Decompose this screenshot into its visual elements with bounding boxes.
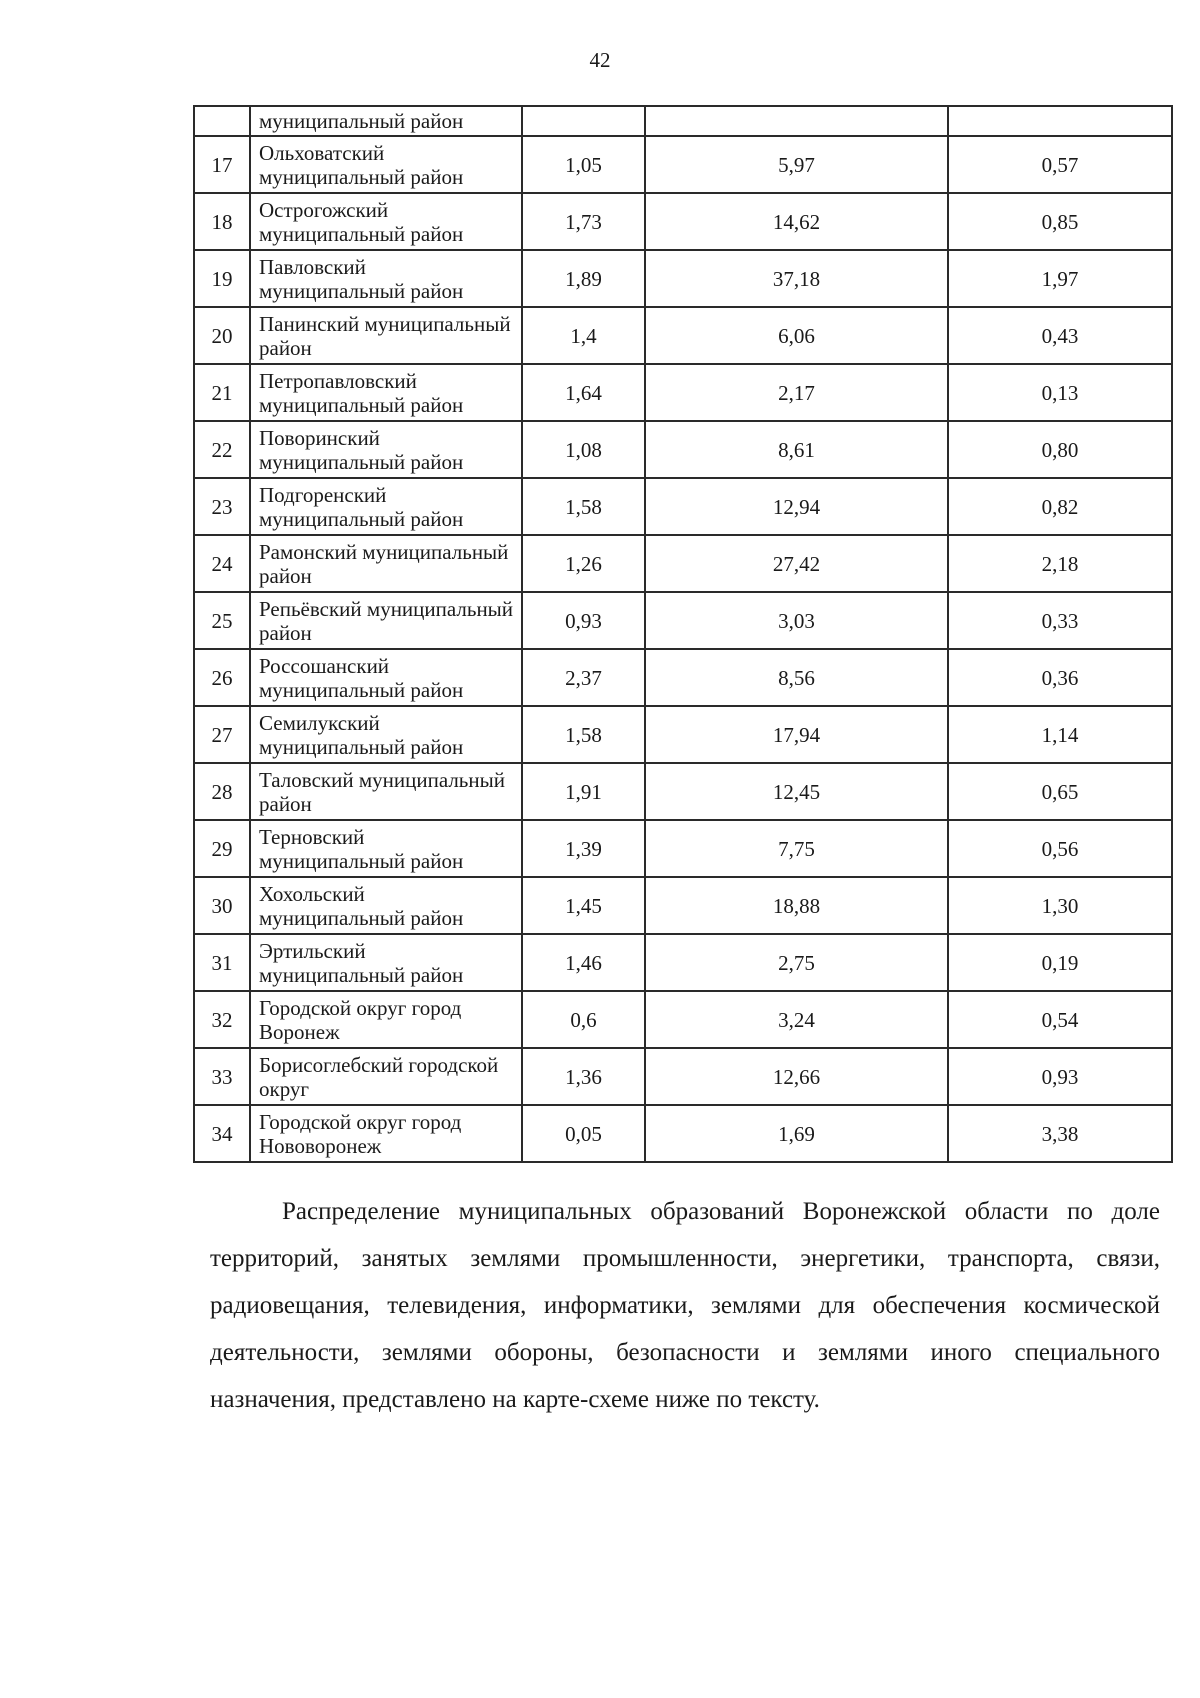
- value-col-1: 1,36: [522, 1048, 645, 1105]
- value-col-2: 12,94: [645, 478, 948, 535]
- table-row: [194, 877, 1172, 934]
- value-col-2: 2,75: [645, 934, 948, 991]
- table-row: [194, 364, 1172, 421]
- body-paragraph: Распределение муниципальных образований Воронежской области по доле территорий, занятых землями промышленности, энергетики, транспорта, связи, радиовещания, телевидения, информатики, землями для обеспечения космической деятельности, землями обороны, безопасности и землями иного специального назначения, представлено на карте-схеме ниже по тексту.: [210, 1198, 1160, 1413]
- value-col-1: 1,58: [522, 478, 645, 535]
- value-col-1: 1,91: [522, 763, 645, 820]
- value-col-3: 0,82: [948, 478, 1172, 535]
- table-row: [194, 649, 1172, 706]
- table-row: [194, 136, 1172, 193]
- row-number: 28: [194, 763, 250, 820]
- district-name: муниципальный район: [250, 106, 522, 136]
- value-col-2: 12,66: [645, 1048, 948, 1105]
- district-name: Таловский муниципальный район: [250, 763, 522, 820]
- value-col-2: 3,24: [645, 991, 948, 1048]
- district-name: Репьёвский муниципальный район: [250, 592, 522, 649]
- value-col-3: [948, 106, 1172, 136]
- value-col-2: 37,18: [645, 250, 948, 307]
- district-name: Петропавловский муниципальный район: [250, 364, 522, 421]
- district-name: Эртильский муниципальный район: [250, 934, 522, 991]
- value-col-3: 1,97: [948, 250, 1172, 307]
- value-col-2: 5,97: [645, 136, 948, 193]
- row-number: 18: [194, 193, 250, 250]
- value-col-3: 2,18: [948, 535, 1172, 592]
- row-number: 26: [194, 649, 250, 706]
- table-row: [194, 535, 1172, 592]
- table-row: [194, 193, 1172, 250]
- row-number: 19: [194, 250, 250, 307]
- value-col-2: 18,88: [645, 877, 948, 934]
- value-col-2: 27,42: [645, 535, 948, 592]
- value-col-3: 0,54: [948, 991, 1172, 1048]
- row-number: [194, 106, 250, 136]
- district-name: Борисоглебский городской округ: [250, 1048, 522, 1105]
- value-col-3: 0,19: [948, 934, 1172, 991]
- value-col-2: 8,61: [645, 421, 948, 478]
- table-row: [194, 592, 1172, 649]
- value-col-3: 1,30: [948, 877, 1172, 934]
- value-col-3: 0,57: [948, 136, 1172, 193]
- value-col-1: 1,45: [522, 877, 645, 934]
- district-name: Панинский муниципальный район: [250, 307, 522, 364]
- district-name: Россошанский муниципальный район: [250, 649, 522, 706]
- value-col-3: 0,65: [948, 763, 1172, 820]
- district-name: Хохольский муниципальный район: [250, 877, 522, 934]
- value-col-1: 1,26: [522, 535, 645, 592]
- row-number: 30: [194, 877, 250, 934]
- value-col-1: 1,89: [522, 250, 645, 307]
- row-number: 25: [194, 592, 250, 649]
- row-number: 33: [194, 1048, 250, 1105]
- table-row: [194, 820, 1172, 877]
- data-table: [193, 105, 1173, 1163]
- row-number: 27: [194, 706, 250, 763]
- value-col-1: 2,37: [522, 649, 645, 706]
- value-col-3: 3,38: [948, 1105, 1172, 1162]
- value-col-2: 1,69: [645, 1105, 948, 1162]
- table-row: [194, 478, 1172, 535]
- table-row: [194, 250, 1172, 307]
- value-col-3: 0,33: [948, 592, 1172, 649]
- district-name: Ольховатский муниципальный район: [250, 136, 522, 193]
- value-col-2: 6,06: [645, 307, 948, 364]
- value-col-1: 0,93: [522, 592, 645, 649]
- value-col-1: 1,64: [522, 364, 645, 421]
- value-col-3: 0,93: [948, 1048, 1172, 1105]
- value-col-2: 8,56: [645, 649, 948, 706]
- value-col-1: 1,05: [522, 136, 645, 193]
- value-col-3: 0,85: [948, 193, 1172, 250]
- value-col-3: 0,13: [948, 364, 1172, 421]
- district-name: Павловский муниципальный район: [250, 250, 522, 307]
- row-number: 24: [194, 535, 250, 592]
- value-col-1: 0,6: [522, 991, 645, 1048]
- district-name: Терновский муниципальный район: [250, 820, 522, 877]
- table-row: [194, 706, 1172, 763]
- value-col-1: 0,05: [522, 1105, 645, 1162]
- value-col-2: 3,03: [645, 592, 948, 649]
- value-col-1: 1,4: [522, 307, 645, 364]
- row-number: 34: [194, 1105, 250, 1162]
- value-col-1: 1,08: [522, 421, 645, 478]
- value-col-3: 0,43: [948, 307, 1172, 364]
- table-row: [194, 106, 1172, 136]
- value-col-3: 0,56: [948, 820, 1172, 877]
- value-col-2: 14,62: [645, 193, 948, 250]
- value-col-2: 17,94: [645, 706, 948, 763]
- row-number: 32: [194, 991, 250, 1048]
- value-col-2: 12,45: [645, 763, 948, 820]
- district-name: Семилукский муниципальный район: [250, 706, 522, 763]
- value-col-1: 1,46: [522, 934, 645, 991]
- table-row: [194, 763, 1172, 820]
- page-number: 42: [589, 48, 611, 72]
- district-name: Городской округ город Воронеж: [250, 991, 522, 1048]
- value-col-3: 0,36: [948, 649, 1172, 706]
- value-col-1: 1,73: [522, 193, 645, 250]
- row-number: 31: [194, 934, 250, 991]
- table-row: [194, 1048, 1172, 1105]
- table-row: [194, 1105, 1172, 1162]
- row-number: 22: [194, 421, 250, 478]
- district-name: Подгоренский муниципальный район: [250, 478, 522, 535]
- district-name: Острогожский муниципальный район: [250, 193, 522, 250]
- district-name: Рамонский муниципальный район: [250, 535, 522, 592]
- table-row: [194, 934, 1172, 991]
- value-col-2: 7,75: [645, 820, 948, 877]
- table-row: [194, 421, 1172, 478]
- row-number: 29: [194, 820, 250, 877]
- value-col-1: [522, 106, 645, 136]
- district-name: Городской округ город Нововоронеж: [250, 1105, 522, 1162]
- value-col-2: [645, 106, 948, 136]
- value-col-1: 1,39: [522, 820, 645, 877]
- row-number: 21: [194, 364, 250, 421]
- table-row: [194, 307, 1172, 364]
- value-col-3: 0,80: [948, 421, 1172, 478]
- value-col-2: 2,17: [645, 364, 948, 421]
- row-number: 20: [194, 307, 250, 364]
- value-col-1: 1,58: [522, 706, 645, 763]
- row-number: 23: [194, 478, 250, 535]
- row-number: 17: [194, 136, 250, 193]
- value-col-3: 1,14: [948, 706, 1172, 763]
- district-name: Поворинский муниципальный район: [250, 421, 522, 478]
- table-row: [194, 991, 1172, 1048]
